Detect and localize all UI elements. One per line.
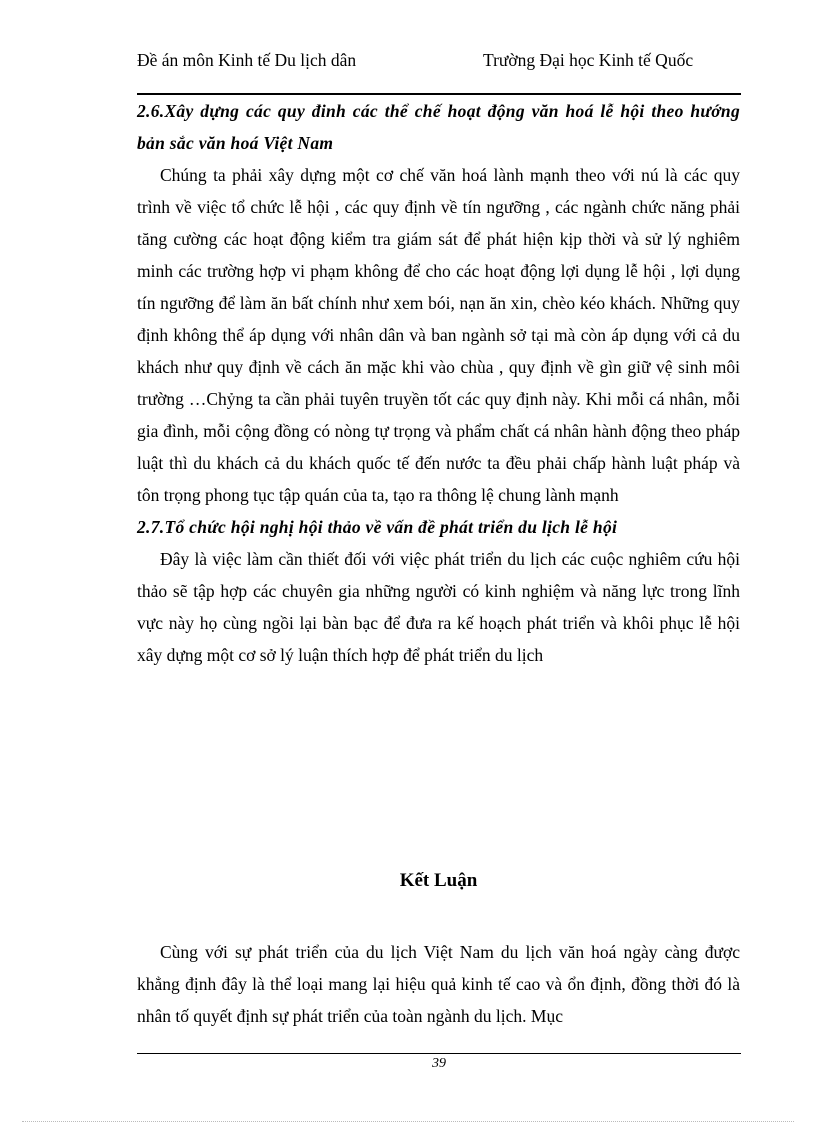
section-2-7-paragraph: Đây là việc làm cần thiết đối với việc phát triển du lịch các cuộc nghiêm cứu hội thảo sẽ tập hợp các chuyên gia những người có kinh nghiệm và năng lực trong lĩnh vực này họ cùng ngồi lại bàn bạc để đưa ra kế hoạch phát triển và khôi phục lễ hội xây dựng một cơ sở lý luận thích hợp để phát triển du lịch xyxy=(137,549,740,665)
header-course-title: Đề án môn Kinh tế Du lịch dân xyxy=(137,50,357,70)
section-2-7-heading: 2.7.Tổ chức hội nghị hội thảo về vấn đề phát triển du lịch lễ hội xyxy=(137,517,618,537)
page-header xyxy=(137,49,742,93)
conclusion-paragraph: Cùng với sự phát triển của du lịch Việt Nam du lịch văn hoá ngày càng được khẳng định đây là thể loại mang lại hiệu quả kinh tế cao và ổn định, đồng thời đó là nhân tố quyết định sự phát triển của toàn ngành du lịch. Mục xyxy=(137,942,740,1026)
page-edge-divider xyxy=(22,1121,794,1122)
section-2-6-paragraph: Chúng ta phải xây dựng một cơ chế văn hoá lành mạnh theo với nú là các quy trình về việc tổ chức lễ hội , các quy định về tín ngưỡng , các ngành chức năng phải tăng cường các hoạt động kiểm tra giám sát để phát hiện kịp thời và sử lý nghiêm minh các trường hợp vi phạm không để cho các hoạt động lợi dụng lễ hội , lợi dụng tín ngưỡng để làm ăn bất chính như xem bói, nạn ăn xin, chèo kéo khách. Những quy định không thể áp dụng với nhân dân và ban ngành sở tại mà còn áp dụng với cả du khách như quy định về cách ăn mặc khi vào chùa , quy định về gìn giữ vệ sinh môi trường …Chỷng ta cần phải tuyên truyền tốt các quy định này. Khi mỗi cá nhân, mỗi gia đình, mỗi cộng đồng có nòng tự trọng và phẩm chất cá nhân hành động theo pháp luật thì du khách cả du khách quốc tế đến nước ta đều phải chấp hành luật pháp và tôn trọng phong tục tập quán của ta, tạo ra thông lệ chung lành mạnh xyxy=(137,165,740,505)
section-2-6-heading: 2.6.Xây dựng các quy đinh các thể chế hoạt động văn hoá lễ hội theo hướng bản sắc văn hoá Việt Nam xyxy=(137,101,740,153)
footer-rule xyxy=(137,1053,741,1054)
document-body xyxy=(137,95,740,671)
header-university-name: Trường Đại học Kinh tế Quốc xyxy=(483,50,694,70)
conclusion-title: Kết Luận xyxy=(399,870,478,891)
page-number: 39 xyxy=(432,1056,446,1071)
